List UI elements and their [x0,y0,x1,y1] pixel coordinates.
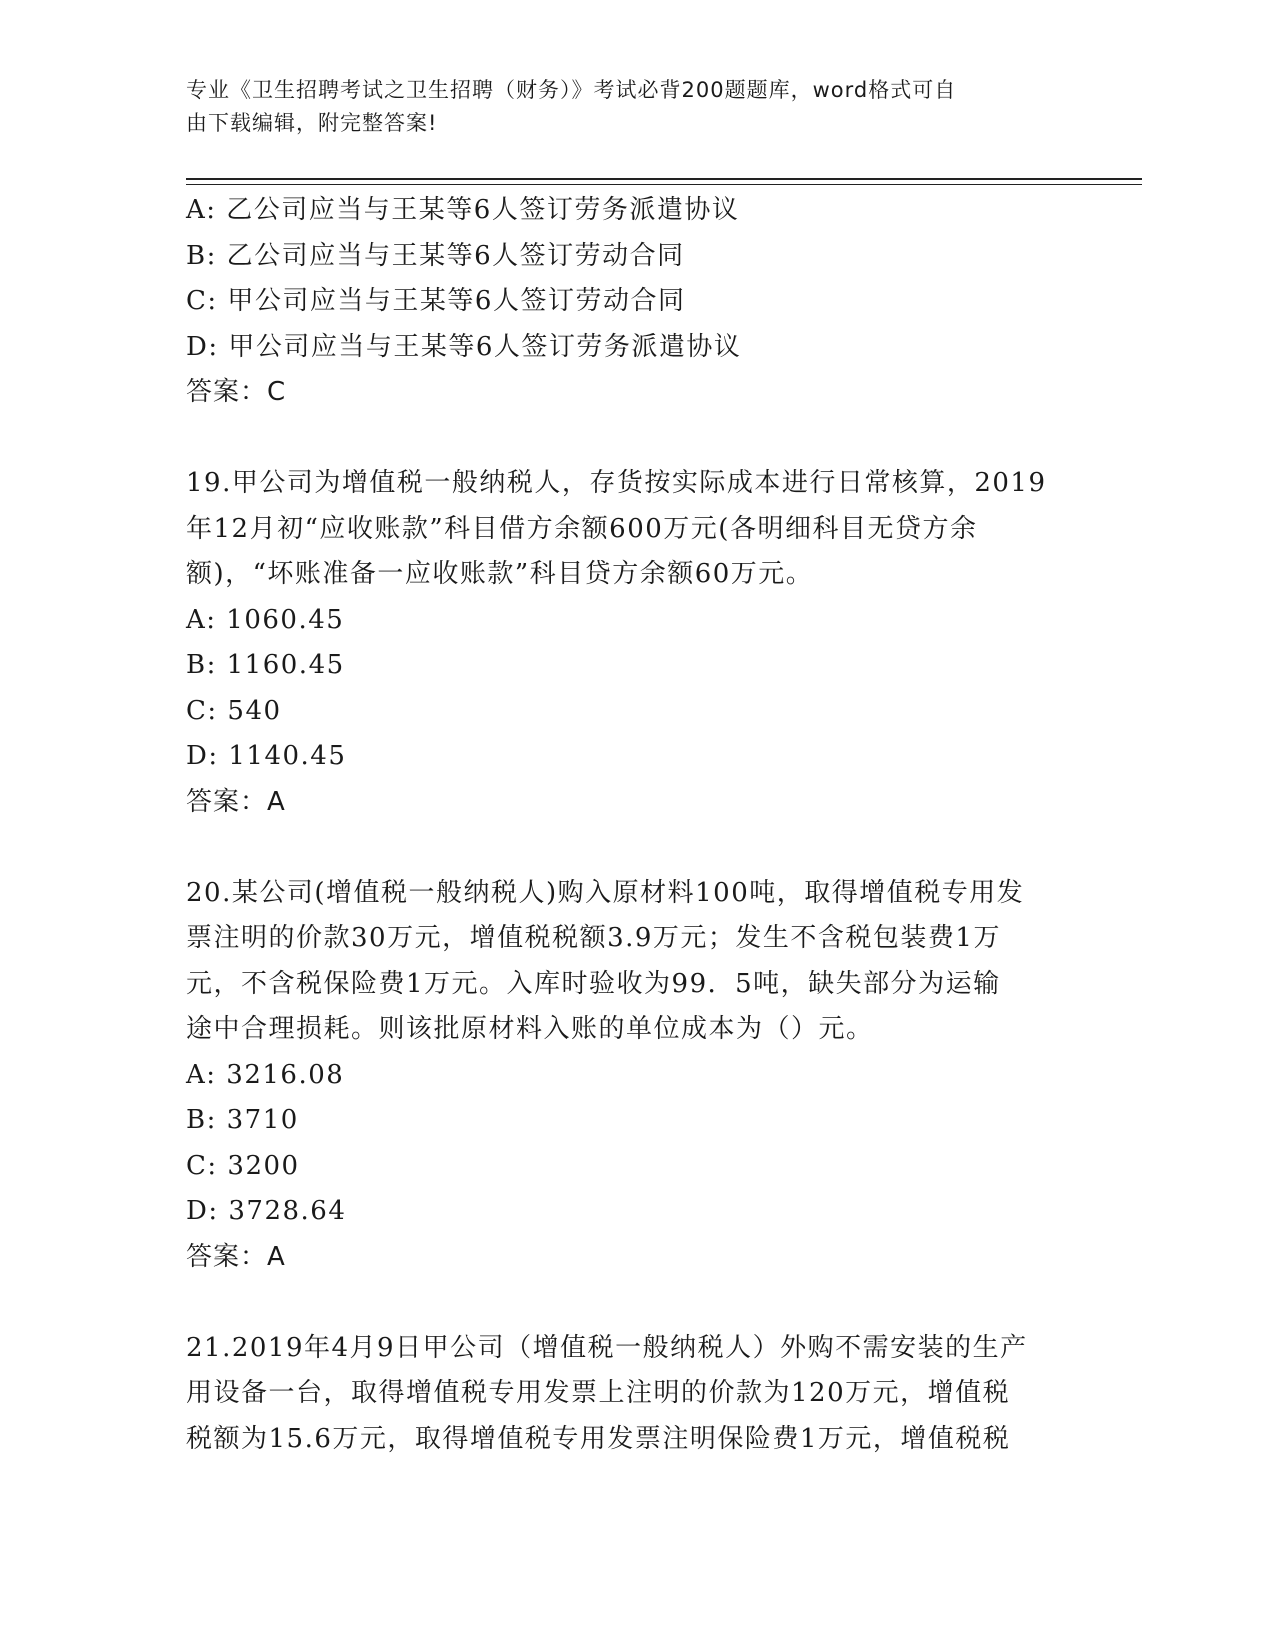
question-stem-line: 税额为15.6万元，取得增值税专用发票注明保险费1万元，增值税税 [186,1423,1011,1454]
option-b: B: 乙公司应当与王某等6人签订劳动合同 [186,240,685,271]
question-18-continued [186,188,1066,416]
option-c: C: 540 [186,695,282,726]
answer: 答案：C [186,377,287,407]
header-divider-thin [186,184,1142,185]
question-stem-line: 额)，“坏账准备一应收账款”科目贷方余额60万元。 [186,559,814,589]
option-c: C: 甲公司应当与王某等6人签订劳动合同 [186,286,686,316]
question-stem-line: 票注明的价款30万元，增值税税额3.9万元；发生不含税包装费1万 [186,923,1001,953]
question-stem-line: 途中合理损耗。则该批原材料入账的单位成本为（）元。 [186,1014,874,1044]
option-d: D: 1140.45 [186,741,347,771]
answer: 答案：A [186,786,286,817]
header-divider-thick [186,178,1142,180]
document-header [186,74,1066,140]
question-21 [186,1326,1066,1463]
option-a: A: 乙公司应当与王某等6人签订劳务派遣协议 [186,195,740,225]
question-stem-line: 21.2019年4月9日甲公司（增值税一般纳税人）外购不需安装的生产 [186,1332,1028,1363]
question-stem-line: 年12月初“应收账款”科目借方余额600万元(各明细科目无贷方余 [186,513,978,544]
option-b: B: 3710 [186,1105,299,1135]
document-body [186,188,1066,1462]
question-stem-line: 19.甲公司为增值税一般纳税人，存货按实际成本进行日常核算，2019 [186,468,1047,498]
question-stem-line: 用设备一台，取得增值税专用发票上注明的价款为120万元，增值税 [186,1378,1011,1408]
option-a: A: 3216.08 [186,1059,345,1090]
question-stem-line: 元，不含税保险费1万元。入库时验收为99．5吨，缺失部分为运输 [186,968,1001,999]
question-stem-line: 20.某公司(增值税一般纳税人)购入原材料100吨，取得增值税专用发 [186,877,1025,908]
option-b: B: 1160.45 [186,650,345,680]
option-a: A: 1060.45 [186,604,345,635]
answer: 答案：A [186,1241,286,1272]
question-19 [186,461,1066,825]
header-line-1: 专业《卫生招聘考试之卫生招聘（财务）》考试必背200题题库，word格式可自 [186,78,957,102]
option-d: D: 3728.64 [186,1196,347,1226]
question-20 [186,871,1066,1281]
option-d: D: 甲公司应当与王某等6人签订劳务派遣协议 [186,331,742,362]
option-c: C: 3200 [186,1150,300,1181]
header-line-2: 由下载编辑，附完整答案! [186,111,438,135]
